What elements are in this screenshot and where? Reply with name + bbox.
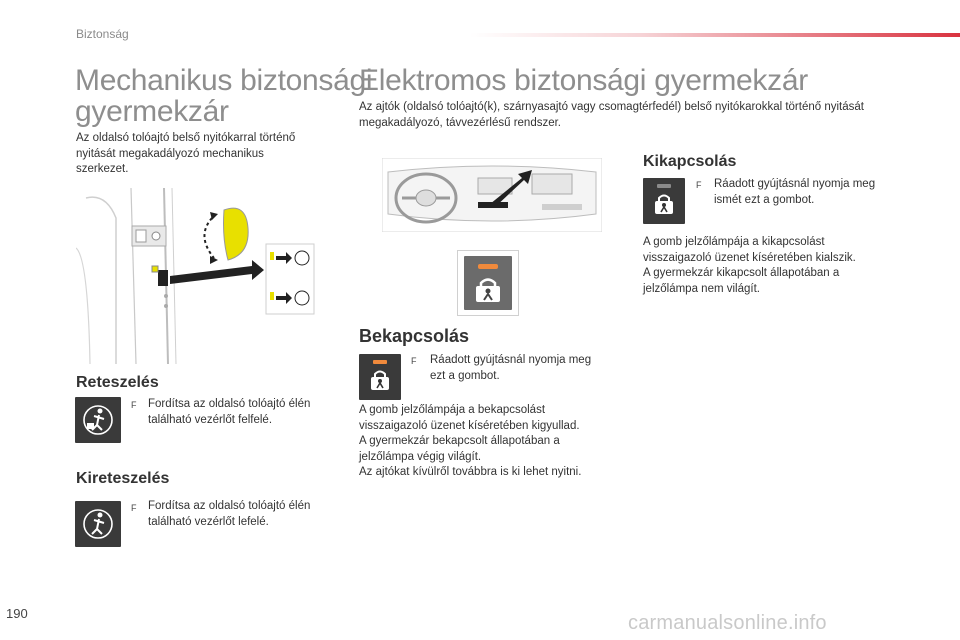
deactivation-text: A gomb jelzőlámpája a kikapcsolást visszaigazoló üzenet kíséretében kialszik. A gyermekzár kikapcsolt állapotában a jelzőlámpa nem világít. bbox=[643, 236, 856, 295]
electric-lock-off-icon bbox=[643, 178, 685, 224]
lamp-on bbox=[373, 360, 387, 364]
left-title-line1: Mechanikus biztonsági bbox=[75, 64, 373, 97]
activation-text: A gomb jelzőlámpája a bekapcsolást visszaigazoló üzenet kíséretében kigyullad. A gyermekzár bekapcsolt állapotában a jelzőlámpa végig világít. Az ajtókat kívülről továbbra is ki lehet nyitni. bbox=[359, 404, 582, 478]
left-title-line2: gyermekzár bbox=[75, 95, 229, 128]
locking-text: Fordítsa az oldalsó tolóajtó élén található vezérlőt felfelé. bbox=[148, 398, 311, 426]
dashboard-illustration bbox=[382, 158, 602, 232]
bullet-marker: F bbox=[131, 503, 137, 513]
locking-heading: Reteszelés bbox=[76, 374, 159, 391]
deactivation-heading: Kikapcsolás bbox=[643, 153, 737, 170]
child-lock-button-illustration bbox=[457, 250, 519, 316]
watermark: carmanualsonline.info bbox=[628, 612, 827, 634]
child-lock-mechanical-icon bbox=[75, 397, 121, 443]
mechanical-door-illustration bbox=[76, 188, 340, 364]
child-icon bbox=[75, 501, 121, 547]
electric-lock-on-icon bbox=[359, 354, 401, 400]
unlocking-text: Fordítsa az oldalsó tolóajtó élén található vezérlőt lefelé. bbox=[148, 500, 311, 528]
button-face bbox=[464, 256, 512, 310]
unlocking-heading: Kireteszelés bbox=[76, 470, 170, 487]
child-lock-icon bbox=[75, 397, 121, 443]
deactivation-bullet-text: Ráadott gyújtásnál nyomja meg ismét ezt a gombot. bbox=[714, 178, 876, 206]
section-label: Biztonság bbox=[76, 27, 129, 41]
child-unlock-mechanical-icon bbox=[75, 501, 121, 547]
activation-heading: Bekapcsolás bbox=[359, 326, 470, 346]
padlock-child-icon bbox=[654, 193, 674, 215]
lamp-off bbox=[657, 184, 671, 188]
header-accent-bar bbox=[470, 33, 960, 37]
bullet-marker: F bbox=[696, 180, 702, 190]
child-lock-icon bbox=[474, 276, 502, 304]
right-intro: Az ajtók (oldalsó tolóajtó(k), szárnyasajtó vagy csomagtérfedél) belső nyitókarokkal történő nyitását megakadályozó, távvezérlésű rendszer. bbox=[359, 101, 864, 129]
bullet-marker: F bbox=[131, 400, 137, 410]
indicator-lamp bbox=[478, 264, 498, 269]
left-intro: Az oldalsó tolóajtó belső nyitókarral történő nyitását megakadályozó mechanikus szerkezet. bbox=[76, 132, 296, 175]
bullet-marker: F bbox=[411, 356, 417, 366]
padlock-child-icon bbox=[370, 369, 390, 391]
page-number: 190 bbox=[6, 606, 28, 621]
activation-bullet-text: Ráadott gyújtásnál nyomja meg ezt a gombot. bbox=[430, 354, 592, 382]
right-title: Elektromos biztonsági gyermekzár bbox=[359, 64, 808, 97]
